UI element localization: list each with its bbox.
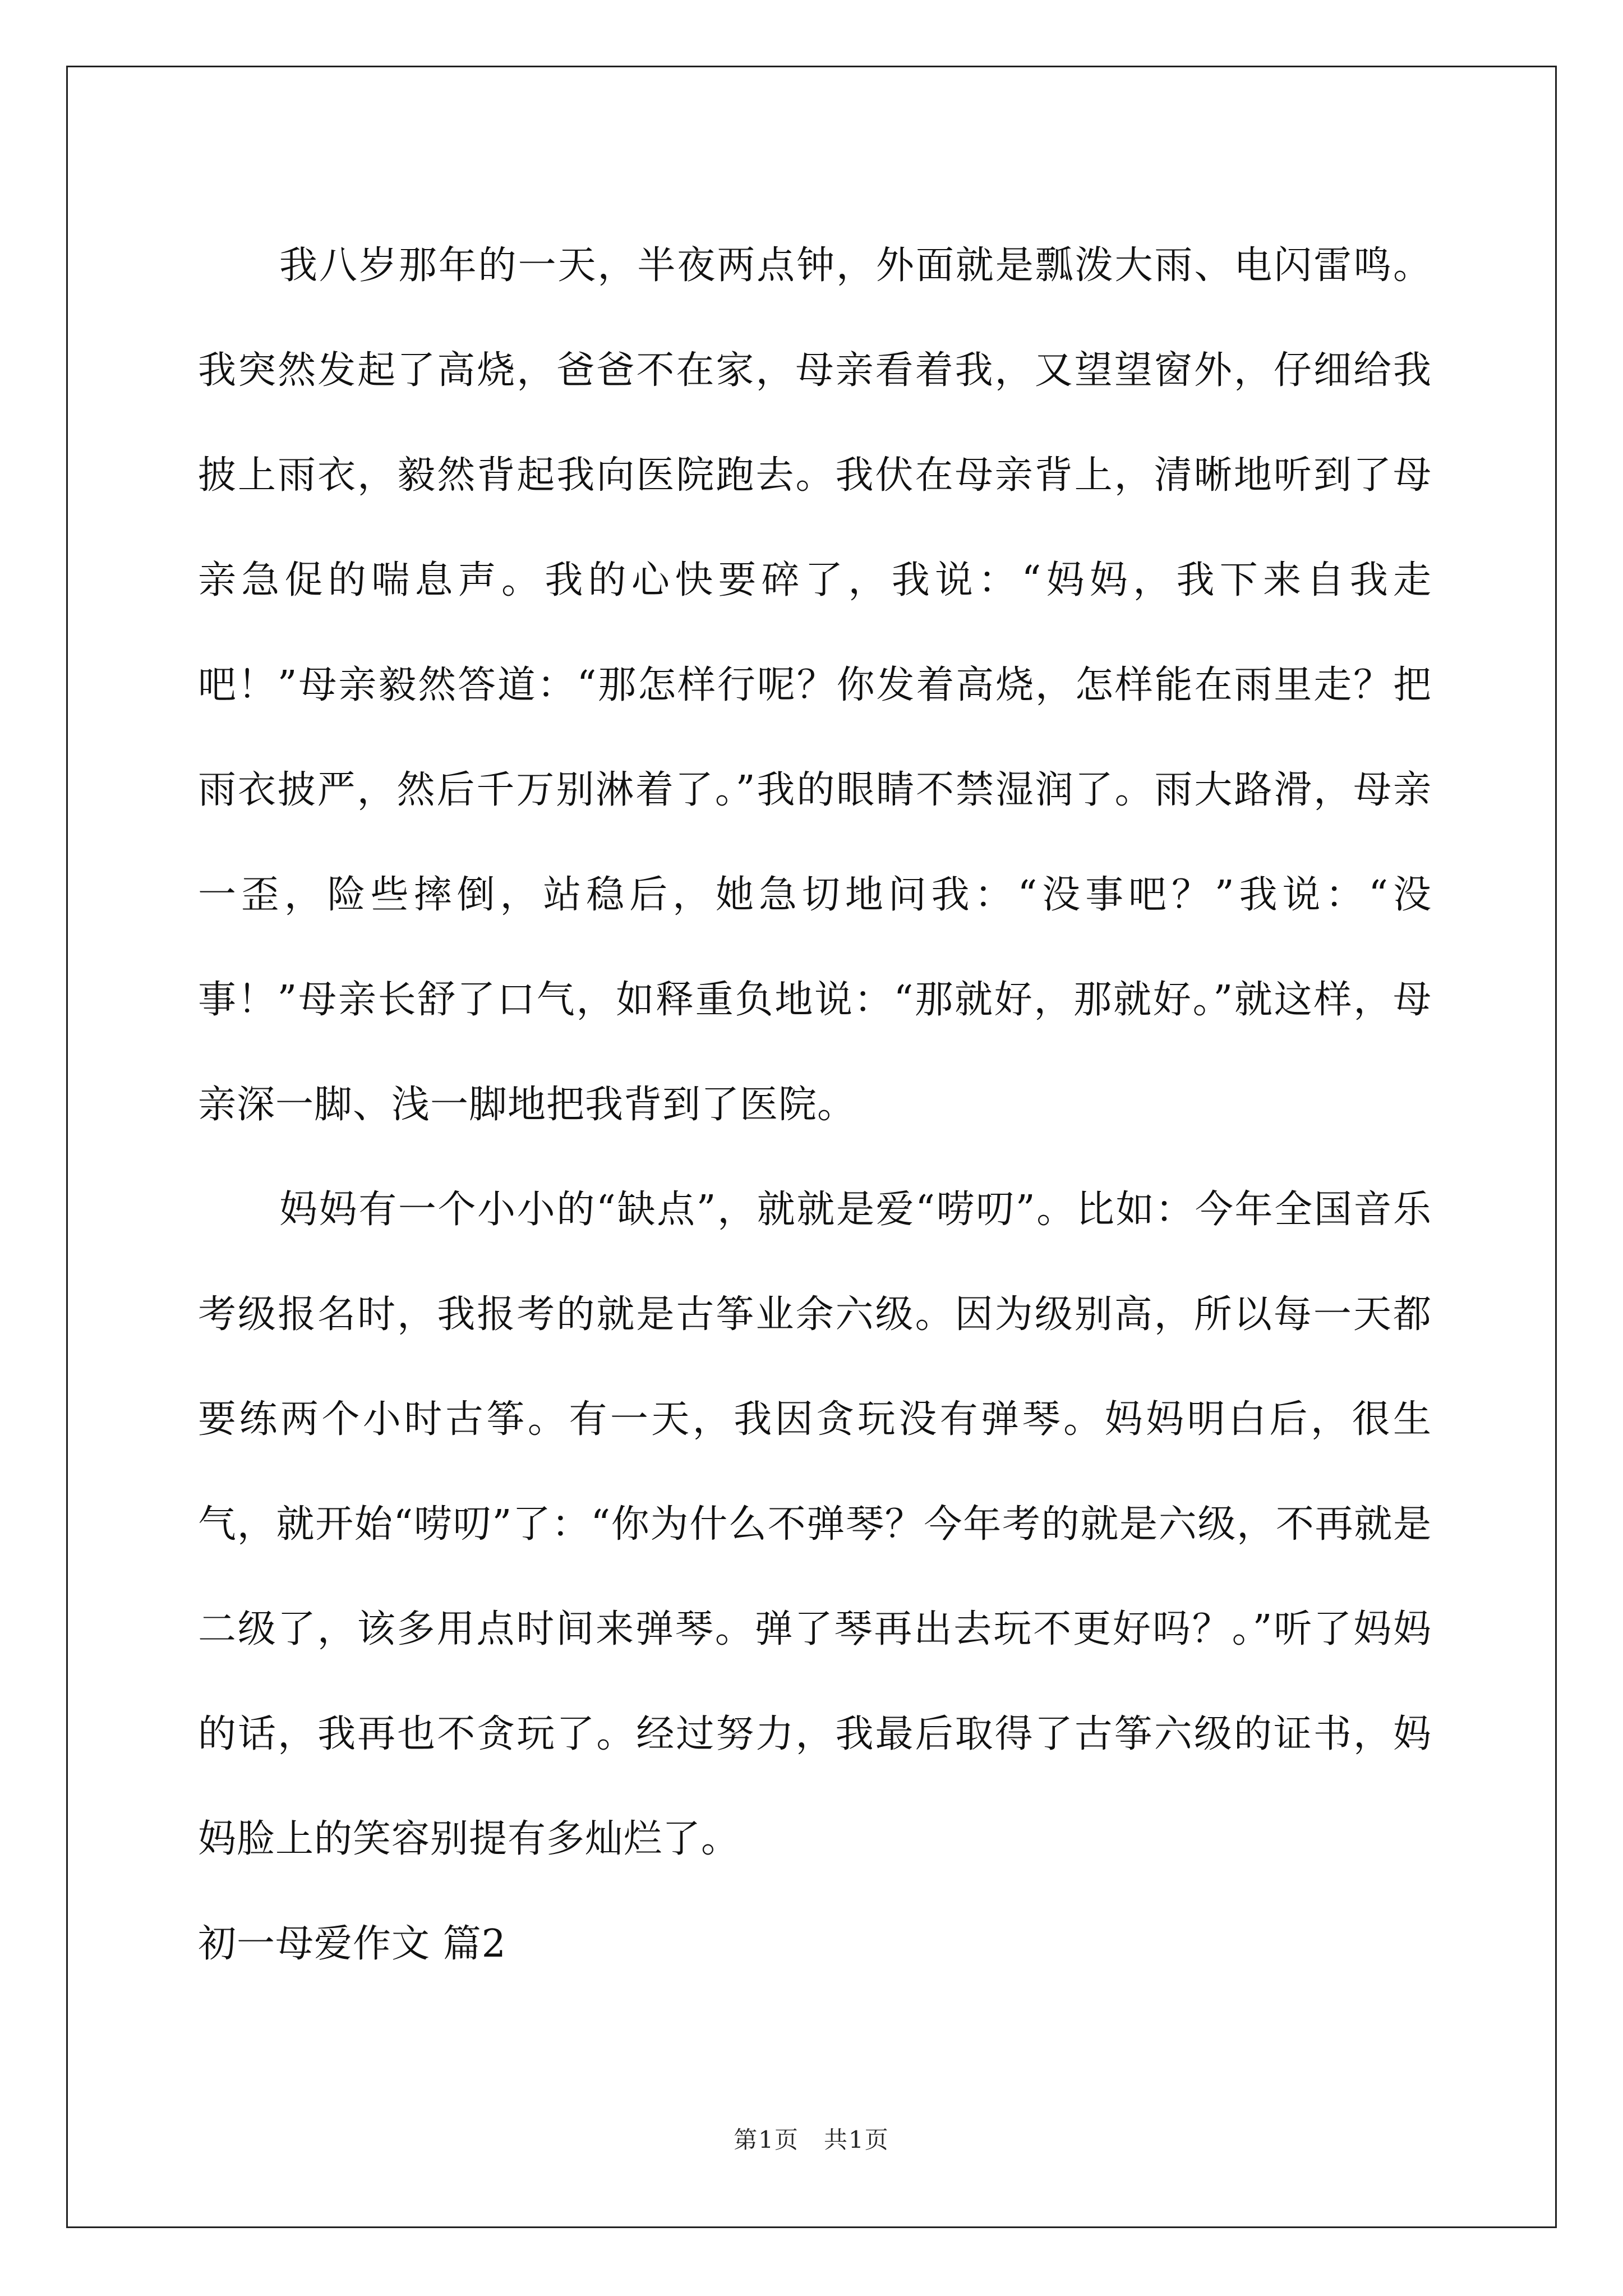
section-heading: 初一母爱作文 篇2 <box>198 1922 506 1966</box>
paragraph-2: 妈妈有一个小小的“缺点”，就就是爱“唠叨”。比如：今年全国音乐考级报名时，我报考的就是古筝业余六级。因为级别高，所以每一天都要练两个小时古筝。有一天，我因贪玩没有弹琴。妈妈明白后，很生气，就开始“唠叨”了：“你为什么不弹琴？今年考的就是六级，不再就是二级了，该多用点时间来弹琴。弹了琴再出去玩不更好吗？。”听了妈妈的话，我再也不贪玩了。经过努力，我最后取得了古筝六级的证书，妈妈脸上的笑容别提有多灿烂了。 <box>198 1188 1432 1861</box>
document-body <box>198 213 1432 1996</box>
paragraph-1: 我八岁那年的一天，半夜两点钟，外面就是瓢泼大雨、电闪雷鸣。我突然发起了高烧，爸爸不在家，母亲看着我，又望望窗外，仔细给我披上雨衣，毅然背起我向医院跑去。我伏在母亲背上，清晰地听到了母亲急促的喘息声。我的心快要碎了，我说：“妈妈，我下来自我走吧！”母亲毅然答道：“那怎样行呢？你发着高烧，怎样能在雨里走？把雨衣披严，然后千万别淋着了。”我的眼睛不禁湿润了。雨大路滑，母亲一歪，险些摔倒，站稳后，她急切地问我：“没事吧？”我说：“没事！”母亲长舒了口气，如释重负地说：“那就好，那就好。”就这样，母亲深一脚、浅一脚地把我背到了医院。 <box>198 243 1432 1127</box>
page-footer: 第1页 共1页 <box>734 2126 889 2154</box>
